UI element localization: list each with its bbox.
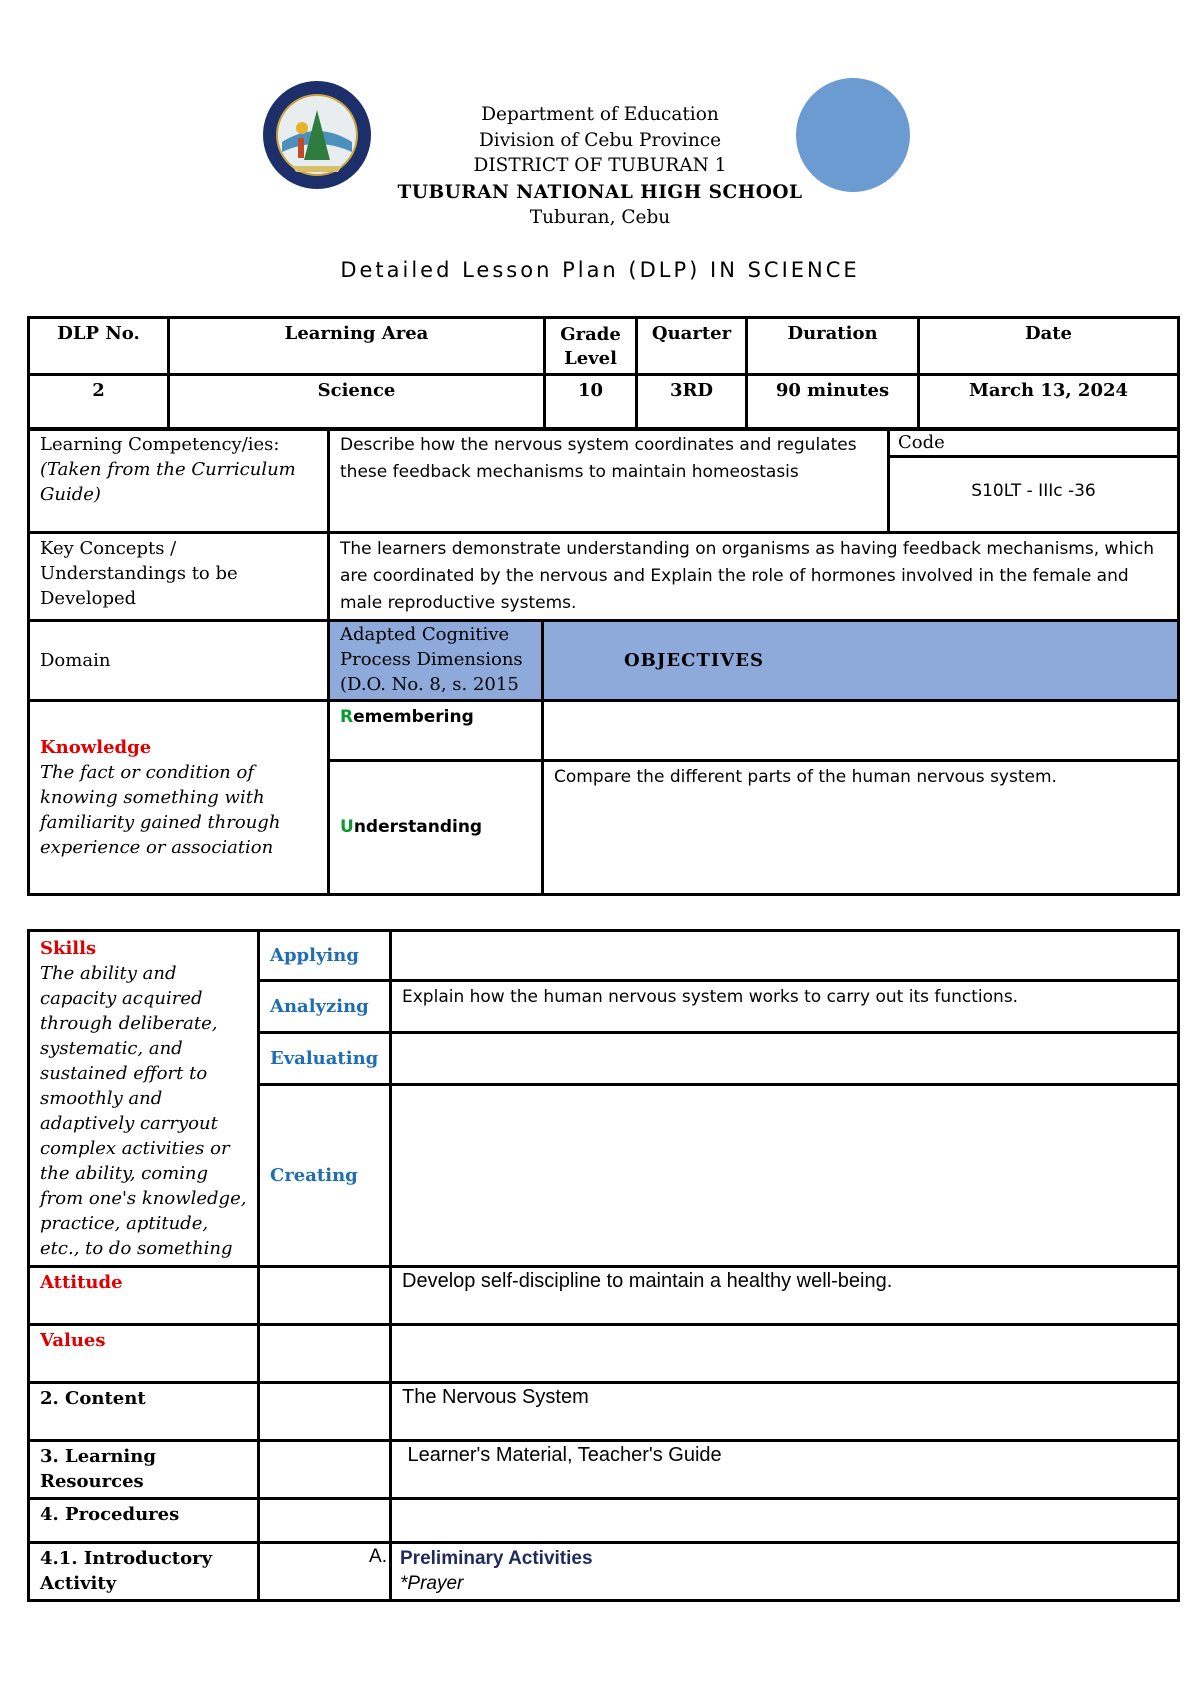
remembering-level: Remembering xyxy=(329,701,543,761)
info-value-row xyxy=(29,375,1179,430)
content-row xyxy=(29,1383,1179,1441)
info-value-cell: 10 xyxy=(545,375,637,430)
intro-marker: A. xyxy=(259,1543,391,1601)
resources-row xyxy=(29,1441,1179,1499)
procedures-row xyxy=(29,1499,1179,1543)
code-label: Code xyxy=(890,430,1177,458)
skill-objective xyxy=(391,931,1179,981)
skills-title: Skills xyxy=(40,938,97,959)
knowledge-title: Knowledge xyxy=(40,737,152,758)
knowledge-desc: The fact or condition of knowing something with familiarity gained through experience or association xyxy=(40,762,281,858)
code-value: S10LT - IIIc -36 xyxy=(971,481,1096,501)
content-label: 2. Content xyxy=(29,1383,259,1441)
skill-objective xyxy=(391,1033,1179,1085)
competency-row xyxy=(29,429,1179,533)
attitude-text: Develop self-discipline to maintain a healthy well-being. xyxy=(391,1267,1179,1325)
intro-activity-row xyxy=(29,1543,1179,1601)
skill-level: Applying xyxy=(259,931,391,981)
understanding-objective: Compare the different parts of the human nervous system. xyxy=(543,761,1179,895)
info-header-cell: Quarter xyxy=(637,318,747,375)
competency-label: Learning Competency/ies: xyxy=(40,434,280,455)
info-header-cell: DLP No. xyxy=(29,318,169,375)
skills-row xyxy=(29,931,1179,981)
info-value-cell: March 13, 2024 xyxy=(919,375,1179,430)
header-district: DISTRICT OF TUBURAN 1 xyxy=(473,155,727,176)
skill-objective: Explain how the human nervous system works to carry out its functions. xyxy=(391,981,1179,1033)
competency-table xyxy=(27,427,1180,896)
attitude-label: Attitude xyxy=(29,1267,259,1325)
key-concepts-row xyxy=(29,533,1179,621)
skills-desc: The ability and capacity acquired through deliberate, systematic, and sustained effort to smoothly and adaptively carryout complex activities or the ability, coming from one's knowledge, practice, aptitude, etc., to do something xyxy=(40,963,247,1259)
info-value-cell: 3RD xyxy=(637,375,747,430)
info-header-cell: Learning Area xyxy=(169,318,545,375)
domain-label: Domain xyxy=(29,621,329,701)
info-header-cell: Duration xyxy=(747,318,919,375)
skill-level: Evaluating xyxy=(259,1033,391,1085)
header-division: Division of Cebu Province xyxy=(478,130,722,151)
content-text: The Nervous System xyxy=(391,1383,1179,1441)
values-row xyxy=(29,1325,1179,1383)
remembering-objective xyxy=(543,701,1179,761)
competency-text: Describe how the nervous system coordinates and regulates these feedback mechanisms to maintain homeostasis xyxy=(329,429,889,533)
procedures-text xyxy=(391,1499,1179,1543)
values-text xyxy=(391,1325,1179,1383)
understanding-level: Understanding xyxy=(329,761,543,895)
skill-level: Creating xyxy=(259,1085,391,1267)
intro-label: 4.1. Introductory Activity xyxy=(29,1543,259,1601)
header-department: Department of Education xyxy=(481,104,719,125)
values-label: Values xyxy=(29,1325,259,1383)
info-value-cell: 2 xyxy=(29,375,169,430)
header-location: Tuburan, Cebu xyxy=(529,207,671,228)
resources-label: 3. Learning Resources xyxy=(29,1441,259,1499)
skill-level: Analyzing xyxy=(259,981,391,1033)
dimensions-label: Adapted Cognitive Process Dimensions (D.O. No. 8, s. 2015 xyxy=(329,621,543,701)
domain-row xyxy=(29,621,1179,701)
procedures-label: 4. Procedures xyxy=(29,1499,259,1543)
info-header-row xyxy=(29,318,1179,375)
info-value-cell: 90 minutes xyxy=(747,375,919,430)
intro-item: *Prayer xyxy=(400,1573,464,1594)
competency-sublabel: (Taken from the Curriculum Guide) xyxy=(40,459,296,505)
key-concepts-label: Key Concepts / Understandings to be Developed xyxy=(29,533,329,621)
info-value-cell: Science xyxy=(169,375,545,430)
header-school: TUBURAN NATIONAL HIGH SCHOOL xyxy=(397,182,803,203)
intro-heading: Preliminary Activities xyxy=(400,1548,593,1569)
document-title: Detailed Lesson Plan (DLP) IN SCIENCE xyxy=(340,258,860,282)
skill-objective xyxy=(391,1085,1179,1267)
resources-text: Learner's Material, Teacher's Guide xyxy=(391,1441,1179,1499)
key-concepts-text: The learners demonstrate understanding on organisms as having feedback mechanisms, which are coordinated by the nervous and Explain the role of hormones involved in the female and male reproductive systems. xyxy=(329,533,1179,621)
objectives-label: OBJECTIVES xyxy=(543,621,1179,701)
skills-table xyxy=(27,929,1180,1602)
remembering-row xyxy=(29,701,1179,761)
dlp-info-table xyxy=(27,316,1180,431)
attitude-row xyxy=(29,1267,1179,1325)
info-header-cell: Date xyxy=(919,318,1179,375)
info-header-cell: Grade Level xyxy=(545,318,637,375)
